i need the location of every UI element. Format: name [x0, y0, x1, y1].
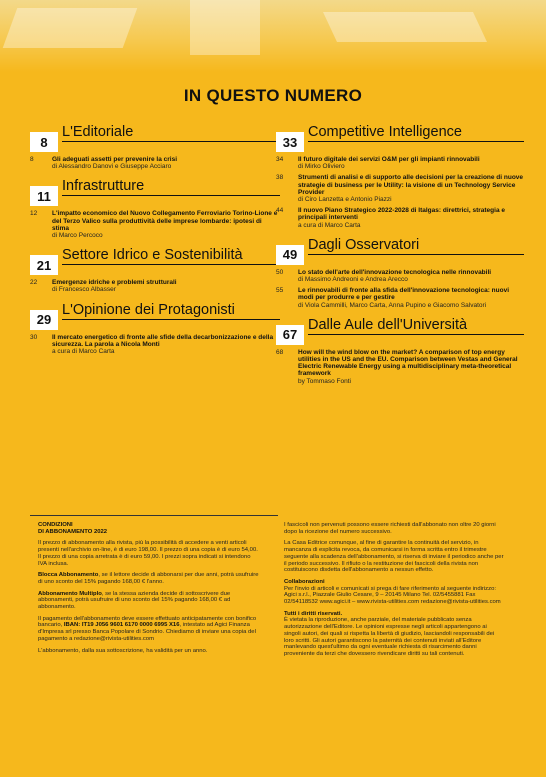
entry-page-number: 50 [276, 268, 284, 276]
toc-entry [30, 334, 280, 356]
section-header [276, 316, 524, 345]
entry-body [52, 279, 280, 293]
section-page-number: 21 [30, 255, 58, 275]
entry-author: di Massimo Andreoni e Andrea Arecco [298, 276, 408, 284]
toc-entry [276, 349, 524, 385]
toc-entry [276, 287, 524, 309]
section-header [30, 249, 280, 275]
toc-entry [30, 279, 280, 293]
section-page-number: 29 [30, 310, 58, 330]
blocca-label: Blocca Abbonamento [38, 572, 99, 579]
collaborations-heading: Collaborazioni [284, 578, 325, 585]
entry-title: Gli adeguati assetti per prevenire la crisi [52, 156, 177, 163]
section-title: Competitive Intelligence [308, 126, 524, 142]
entry-body [298, 287, 524, 309]
section-title: Settore Idrico e Sostenibilità [62, 249, 280, 265]
entry-page-number: 12 [30, 210, 38, 218]
entry-title: L'impatto economico del Nuovo Collegamento Ferroviario Torino-Lione e del Terzo Valico sulla produttività delle imprese lombarde: ipotesi di stima [52, 210, 278, 232]
entry-author: di Francesco Albasser [52, 286, 116, 294]
payment-info [38, 616, 260, 643]
toc-entry [276, 269, 524, 283]
section-title: Dalle Aule dell'Università [308, 319, 524, 335]
rights-text: È vietata la riproduzione, anche parziale, del materiale pubblicato senza autorizzazione dell'Editore. Le opinioni espresse negli articoli appartengono ai singoli autori, dei quali si rispetta la libertà di giudizio, lasciandoli responsabili dei loro scritti. Gli autori garantiscono la paternità dei contenuti inviati all'Editore manlevando quest'ultimo da ogni eventuale richiesta di risarcimento danni proveniente da terzi che dovessero rivendicare diritti su tali contenuti. [284, 617, 495, 657]
blocca-text: , se il lettore decide di abbonarsi per due anni, potrà usufruire di uno sconto del 15% pagando 168,00 € l'anno. [38, 572, 259, 585]
entry-author: di Viola Cammilli, Marco Carta, Anna Pupino e Giacomo Salvatori [298, 301, 487, 309]
entry-author: di Ciro Lanzetta e Antonio Piazzi [298, 196, 392, 204]
entry-author: by Tommaso Fonti [298, 377, 351, 385]
entry-body [298, 174, 524, 203]
entry-title: Il mercato energetico di fronte alle sfide della decarbonizzazione e della sicurezza. La parola a Nicola Monti [52, 333, 274, 348]
entry-page-number: 22 [30, 279, 38, 287]
entry-author: a cura di Marco Carta [52, 348, 115, 356]
section-page-number: 8 [30, 132, 58, 152]
entry-page-number: 8 [30, 156, 34, 163]
entry-author: a cura di Marco Carta [298, 221, 361, 229]
entry-title: Lo stato dell'arte dell'innovazione tecnologica nelle rinnovabili [298, 268, 492, 276]
section-page-number: 33 [276, 132, 304, 152]
entry-body [298, 207, 524, 229]
toc-section [276, 316, 524, 385]
entry-author: di Alessandro Danovi e Giuseppe Acciaro [52, 163, 172, 171]
toc-section [30, 249, 280, 293]
entry-body [298, 269, 524, 283]
entry-title: Strumenti di analisi e di supporto alle decisioni per la creazione di nuove strategie di business per le Utility: la visione di un Technology Service Provider [298, 174, 524, 196]
subscription-heading: CONDIZIONI [38, 522, 73, 528]
entry-page-number: 30 [30, 333, 38, 341]
editorial-info [284, 522, 504, 663]
toc-entry [276, 207, 524, 229]
payment-text-b: , intestato ad Agici Finanza d'Impresa srl presso Banca Popolare di Sondrio. Chiediamo di inviare una copia del pagamento a redazione@rivista-utilities.com [38, 622, 256, 642]
toc-left-column [30, 126, 280, 365]
subscription-prices: Il prezzo di abbonamento alla rivista, più la possibilità di accedere a venti articoli presenti nell'archivio on-line, è di euro 198,00. Il prezzo di una copia è di euro 54,00. Il prezzo di una copia arretrata è di euro 59,00. I prezzi sopra indicati si intendono IVA inclusa. [38, 540, 258, 567]
toc-right-column [276, 126, 524, 395]
section-header [30, 301, 280, 330]
entry-author: di Marco Percoco [52, 232, 103, 240]
multiplo-label: Abbonamento Multiplo [38, 590, 102, 597]
entry-body [52, 334, 280, 356]
entry-body [298, 349, 524, 385]
missing-issues: I fascicoli non pervenuti possono essere richiesti dall'abbonato non oltre 20 giorni dopo la ricezione del numero successivo. [284, 522, 496, 535]
subscription-validity: L'abbonamento, dalla sua sottoscrizione, ha validità per un anno. [38, 647, 208, 654]
photo-shape [3, 8, 138, 48]
subscription-conditions [38, 522, 260, 659]
section-title: L'Opinione dei Protagonisti [62, 304, 280, 320]
subscription-subheading: DI ABBONAMENTO 2022 [38, 528, 108, 535]
section-page-number: 67 [276, 325, 304, 345]
section-title: L'Editoriale [62, 126, 280, 142]
toc-entry [276, 174, 524, 203]
entry-title: Il nuovo Piano Strategico 2022-2028 di Italgas: direttrici, strategia e principali interventi [298, 207, 505, 222]
collaborations-text: Per l'invio di articoli e comunicati si prega di fare riferimento al seguente indirizzo: Agici s.r.l., Piazzale Giulio Cesare, 9 – 20145 Milano Tel. 02/5455881 Fax 02/54118532 www.agici.it – www.rivista-utilities.com redazione@rivista-utilities.com [284, 585, 501, 606]
section-header [30, 126, 280, 152]
toc-section [30, 301, 280, 356]
multiplo-text: , se la stessa azienda decide di sottoscrivere due abbonamenti, potrà usufruire di uno sconto del 15% pagando 168,00 € ad abbonamento. [38, 590, 231, 611]
entry-page-number: 34 [276, 156, 284, 163]
toc-entry [30, 156, 280, 170]
photo-shape [323, 12, 487, 42]
toc-section [30, 126, 280, 170]
entry-page-number: 55 [276, 287, 284, 295]
abbonamento-multiplo [38, 591, 260, 611]
entry-title: Il futuro digitale dei servizi O&M per gli impianti rinnovabili [298, 156, 480, 163]
iban: IBAN: IT19 J056 9601 6170 0000 6995 X16 [63, 622, 180, 629]
entry-title: How will the wind blow on the market? A comparison of top energy utilities in the US and the EU. Comparison between Vestas and General Electric Renewable Energy using a multidisciplinary meta-theoretical framework [298, 348, 518, 378]
entry-page-number: 68 [276, 348, 284, 356]
page-title: IN QUESTO NUMERO [183, 86, 363, 105]
toc-entry [276, 156, 524, 170]
section-page-number: 11 [30, 186, 58, 206]
section-header [276, 126, 524, 152]
entry-page-number: 38 [276, 174, 284, 182]
toc-section [276, 126, 524, 229]
entry-title: Emergenze idriche e problemi strutturali [52, 279, 177, 287]
blocca-abbonamento [38, 572, 260, 585]
entry-body [52, 156, 280, 170]
section-header [276, 236, 524, 265]
section-page-number: 49 [276, 245, 304, 265]
section-title: Infrastrutture [62, 180, 280, 196]
entry-title: Le rinnovabili di fronte alla sfida dell'innovazione tecnologica: nuovi modi per produrre e per gestire [298, 287, 510, 302]
footer-divider [30, 515, 278, 516]
toc-section [276, 236, 524, 309]
toc-entry [30, 210, 280, 239]
header-photo-band [0, 0, 546, 72]
entry-page-number: 44 [276, 207, 284, 215]
renewal-policy: La Casa Editrice comunque, al fine di garantire la continuità del servizio, in mancanza di esplicita revoca, da comunicarsi in forma scritta entro il trimestre seguente alla scadenza dell'abbonamento, si riserva di inviare il periodico anche per il periodo successivo. Il rifiuto o la restituzione dei fascicoli della rivista non costituiscono disdetta dell'abbonamento a nessun effetto. [284, 540, 504, 574]
rights-heading: Tutti i diritti riservati. [284, 610, 343, 617]
entry-body [52, 210, 280, 239]
payment-text-a: Il pagamento dell'abbonamento deve essere effettuato anticipatamente con bonifico bancario, [38, 615, 257, 629]
toc-section [30, 180, 280, 239]
section-header [30, 180, 280, 206]
photo-shape [190, 0, 260, 55]
section-title: Dagli Osservatori [308, 239, 524, 255]
entry-author: di Mirko Oliviero [298, 163, 345, 171]
entry-body [298, 156, 524, 170]
